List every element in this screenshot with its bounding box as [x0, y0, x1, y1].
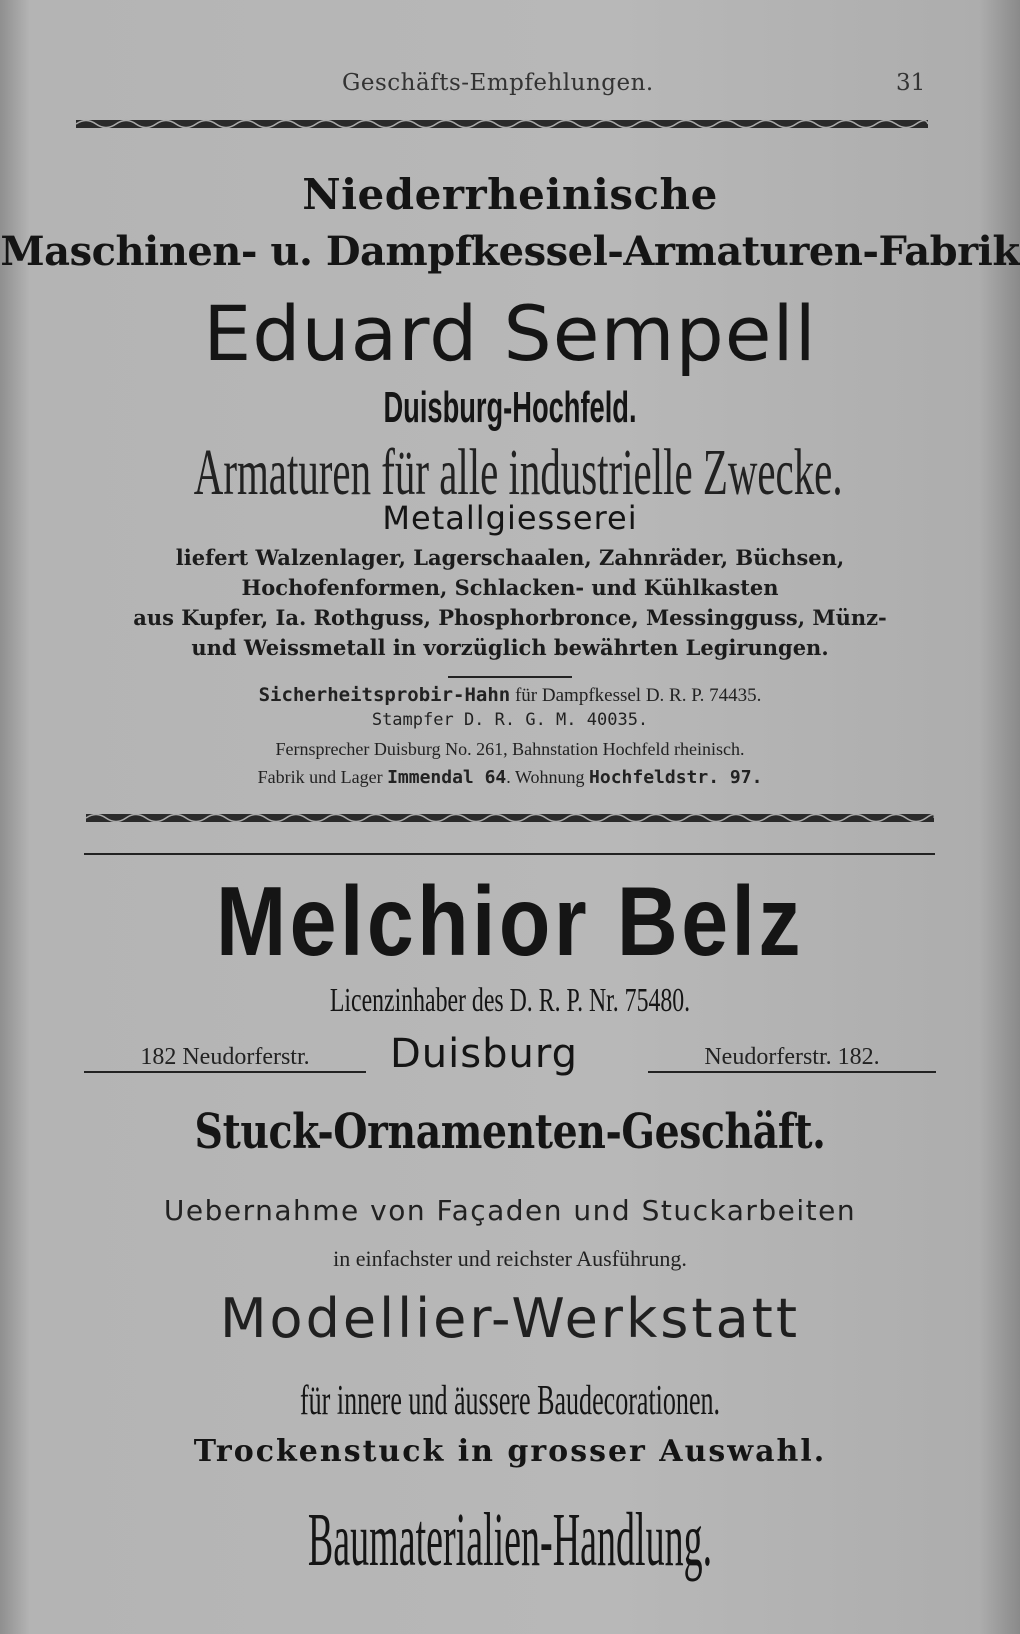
- ad1-desc1: liefert Walzenlager, Lagerschaalen, Zahnräder, Büchsen,: [175, 545, 845, 570]
- ad1-desc4: und Weissmetall in vorzüglich bewährten Legirungen.: [191, 635, 829, 660]
- ad1-home-address: Hochfeldstr. 97.: [589, 767, 763, 788]
- ad2-service2: in einfachster und reichster Ausführung.: [333, 1246, 687, 1271]
- ad1-line2: Maschinen- u. Dampfkessel-Armaturen-Fabrik: [0, 228, 1020, 275]
- ornament-divider-bottom: [86, 811, 934, 825]
- ad1-company: Eduard Sempell: [203, 289, 817, 378]
- ad1-patent1: [0, 686, 1020, 705]
- ad2-workshop: Modellier-Werkstatt: [219, 1287, 801, 1350]
- ad2-service1: Uebernahme von Façaden und Stuckarbeiten: [163, 1194, 857, 1227]
- ad1-factory-address: Immendal 64: [387, 767, 507, 788]
- ornament-divider-top: [76, 117, 928, 131]
- short-rule: [448, 676, 572, 678]
- page-header: [0, 70, 1020, 100]
- ad1-line1: Niederrheinische: [302, 170, 718, 219]
- ad1-patent1-product: Sicherheitsprobir-Hahn: [258, 684, 511, 706]
- ad1-phone: Fernsprecher Duisburg No. 261, Bahnstation Hochfeld rheinisch.: [275, 739, 745, 759]
- ad2-workshop-desc: für innere und äussere Baudecorationen.: [299, 1378, 721, 1424]
- ad2-license: Licenzinhaber des D. R. P. Nr. 75480.: [329, 982, 691, 1019]
- section-rule-top: [84, 853, 935, 855]
- running-title: Geschäfts-Empfehlungen.: [342, 70, 654, 96]
- ad1-location: Duisburg-Hochfeld.: [383, 383, 637, 432]
- ad2-materials: Baumaterialien-Handlung.: [307, 1498, 713, 1582]
- ad1-patent2: Stampfer D. R. G. M. 40035.: [371, 710, 649, 730]
- ad2-address-right: Neudorferstr. 182.: [648, 1045, 936, 1073]
- ad1-metal: Metallgiesserei: [382, 499, 638, 537]
- ad1-patent1-rest: für Dampfkessel D. R. P. 74435.: [510, 685, 762, 706]
- ad1-factory-label: Fabrik und Lager: [257, 767, 388, 787]
- ad1-factory: [0, 768, 1020, 787]
- ad1-desc2: Hochofenformen, Schlacken- und Kühlkasten: [241, 575, 779, 600]
- ad1-desc3: aus Kupfer, Ia. Rothguss, Phosphorbronce, Messingguss, Münz-: [133, 605, 887, 630]
- ad2-address-left: 182 Neudorferstr.: [84, 1045, 366, 1073]
- page-number: 31: [896, 70, 926, 96]
- ad1-home-label: . Wohnung: [506, 767, 590, 787]
- ad2-company: Melchior Belz: [216, 866, 804, 976]
- ad2-dry-stucco: Trockenstuck in grosser Auswahl.: [193, 1434, 827, 1469]
- ad2-business: Stuck-Ornamenten-Geschäft.: [194, 1104, 826, 1160]
- ad2-city: Duisburg: [390, 1031, 578, 1077]
- ad1-slogan: Armaturen für alle industrielle Zwecke.: [193, 436, 843, 509]
